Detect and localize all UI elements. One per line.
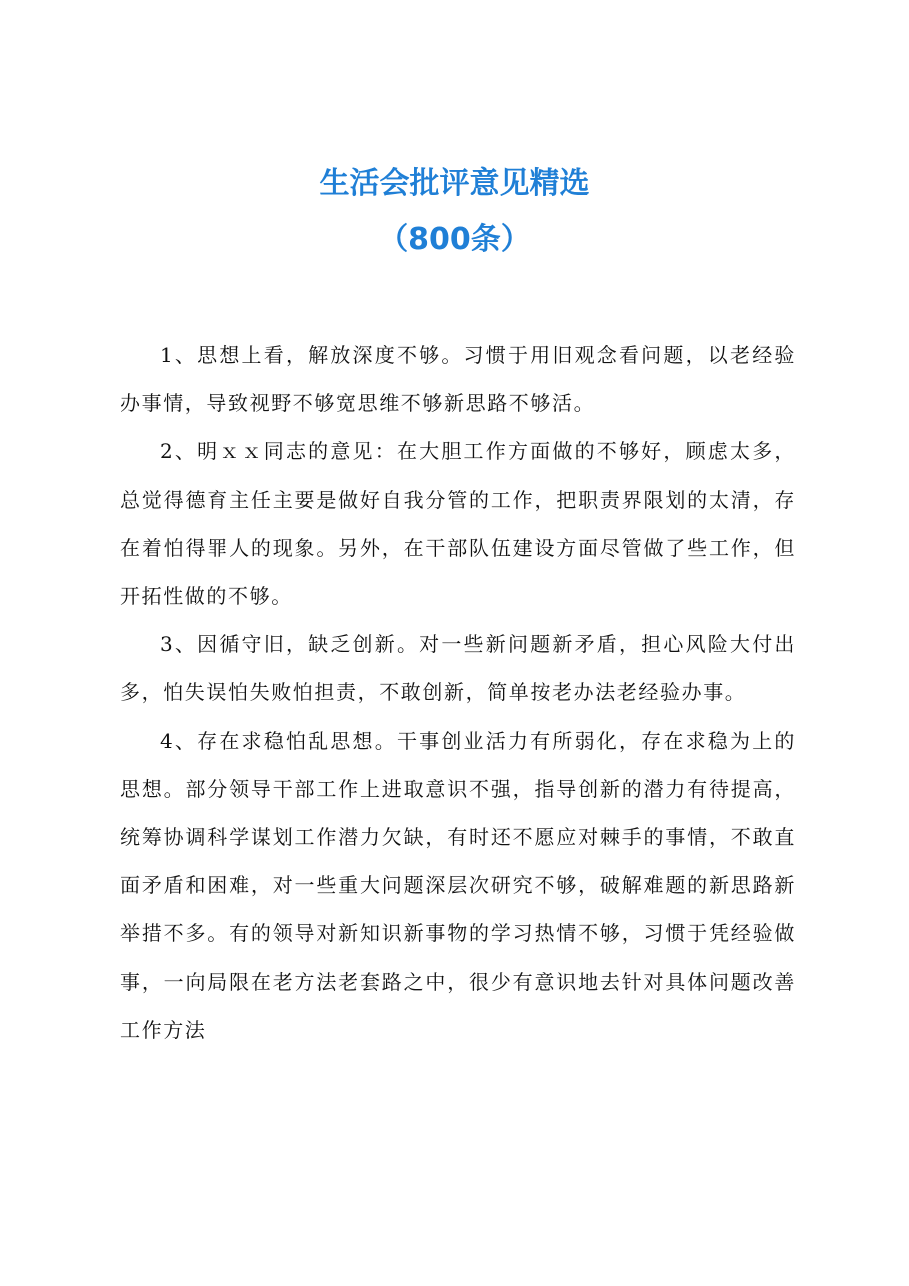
paragraph-1: 1、思想上看，解放深度不够。习惯于用旧观念看问题，以老经验办事情，导致视野不够宽思维不够新思路不够活。: [120, 343, 796, 416]
page-subtitle: （800条）: [378, 222, 531, 257]
paragraph-4: 4、存在求稳怕乱思想。干事创业活力有所弱化，存在求稳为上的思想。部分领导干部工作上进取意识不强，指导创新的潜力有待提高，统筹协调科学谋划工作潜力欠缺，有时还不愿应对棘手的事情，不敢直面矛盾和困难，对一些重大问题深层次研究不够，破解难题的新思路新举措不多。有的领导对新知识新事物的学习热情不够，习惯于凭经验做事，一向局限在老方法老套路之中，很少有意识地去针对具体问题改善工作方法: [120, 728, 796, 1042]
paragraph-3: 3、因循守旧，缺乏创新。对一些新问题新矛盾，担心风险大付出多，怕失误怕失败怕担责，不敢创新，简单按老办法老经验办事。: [120, 632, 796, 705]
paragraph-2: 2、明ｘｘ同志的意见：在大胆工作方面做的不够好，顾虑太多，总觉得德育主任主要是做好自我分管的工作，把职责界限划的太清，存在着怕得罪人的现象。另外，在干部队伍建设方面尽管做了些工作，但开拓性做的不够。: [120, 439, 796, 609]
page-title: 生活会批评意见精选: [319, 166, 590, 201]
document-body: [120, 331, 796, 1054]
